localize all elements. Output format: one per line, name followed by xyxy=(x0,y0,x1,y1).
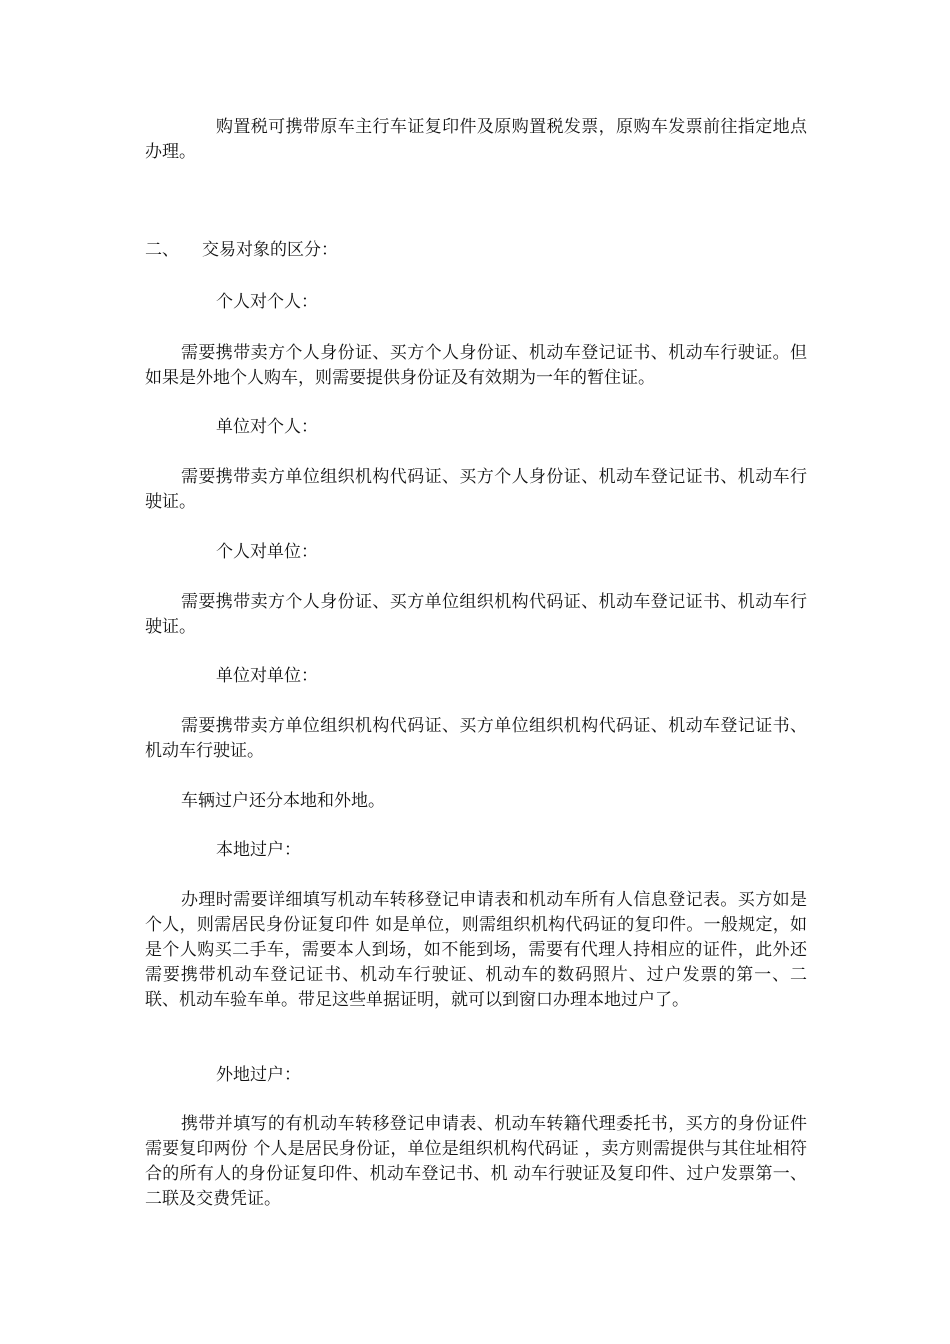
case-title-person-to-unit: 个人对单位： xyxy=(216,542,318,562)
remote-transfer-body: 携带并填写的有机动车转移登记申请表、机动车转籍代理委托书，买方的身份证件需要复印两份 个人是居民身份证，单位是组织机构代码证 ，卖方则需提供与其住址相符合的所有人的身份证复印件、机动车登记书、机 动车行驶证及复印件、过户发票第一、二联及交费凭证。 xyxy=(145,1114,807,1209)
local-transfer-body: 办理时需要详细填写机动车转移登记申请表和机动车所有人信息登记表。买方如是个人，则需居民身份证复印件 如是单位，则需组织机构代码证的复印件。一般规定，如是个人购买二手车，需要本人到场，如不能到场，需要有代理人持相应的证件，此外还需要携带机动车登记证书、机动车行驶证、机动车的数码照片、过户发票的第一、二联、机动车验车单。带足这些单据证明，就可以到窗口办理本地过户了。 xyxy=(145,890,807,1010)
section-heading xyxy=(145,238,338,263)
case-body-person-to-unit: 需要携带卖方个人身份证、买方单位组织机构代码证、机动车登记证书、机动车行驶证。 xyxy=(145,592,807,637)
case-title-person-to-person: 个人对个人： xyxy=(216,292,318,312)
case-title-unit-to-unit: 单位对单位： xyxy=(216,666,318,686)
case-body-unit-to-person: 需要携带卖方单位组织机构代码证、买方个人身份证、机动车登记证书、机动车行驶证。 xyxy=(145,467,807,512)
case-body-unit-to-unit: 需要携带卖方单位组织机构代码证、买方单位组织机构代码证、机动车登记证书、机动车行驶证。 xyxy=(145,716,807,761)
case-body-person-to-person: 需要携带卖方个人身份证、买方个人身份证、机动车登记证书、机动车行驶证。但如果是外地个人购车，则需要提供身份证及有效期为一年的暂住证。 xyxy=(145,343,807,388)
paragraph-purchase-tax: 购置税可携带原车主行车证复印件及原购置税发票，原购车发票前往指定地点办理。 xyxy=(145,117,807,162)
case-title-unit-to-person: 单位对个人： xyxy=(216,417,318,437)
local-transfer-title: 本地过户： xyxy=(216,840,301,860)
remote-transfer-title: 外地过户： xyxy=(216,1065,301,1085)
section-number: 二、 xyxy=(145,240,179,260)
transfer-note: 车辆过户还分本地和外地。 xyxy=(181,791,385,811)
section-title: 交易对象的区分： xyxy=(202,240,338,260)
